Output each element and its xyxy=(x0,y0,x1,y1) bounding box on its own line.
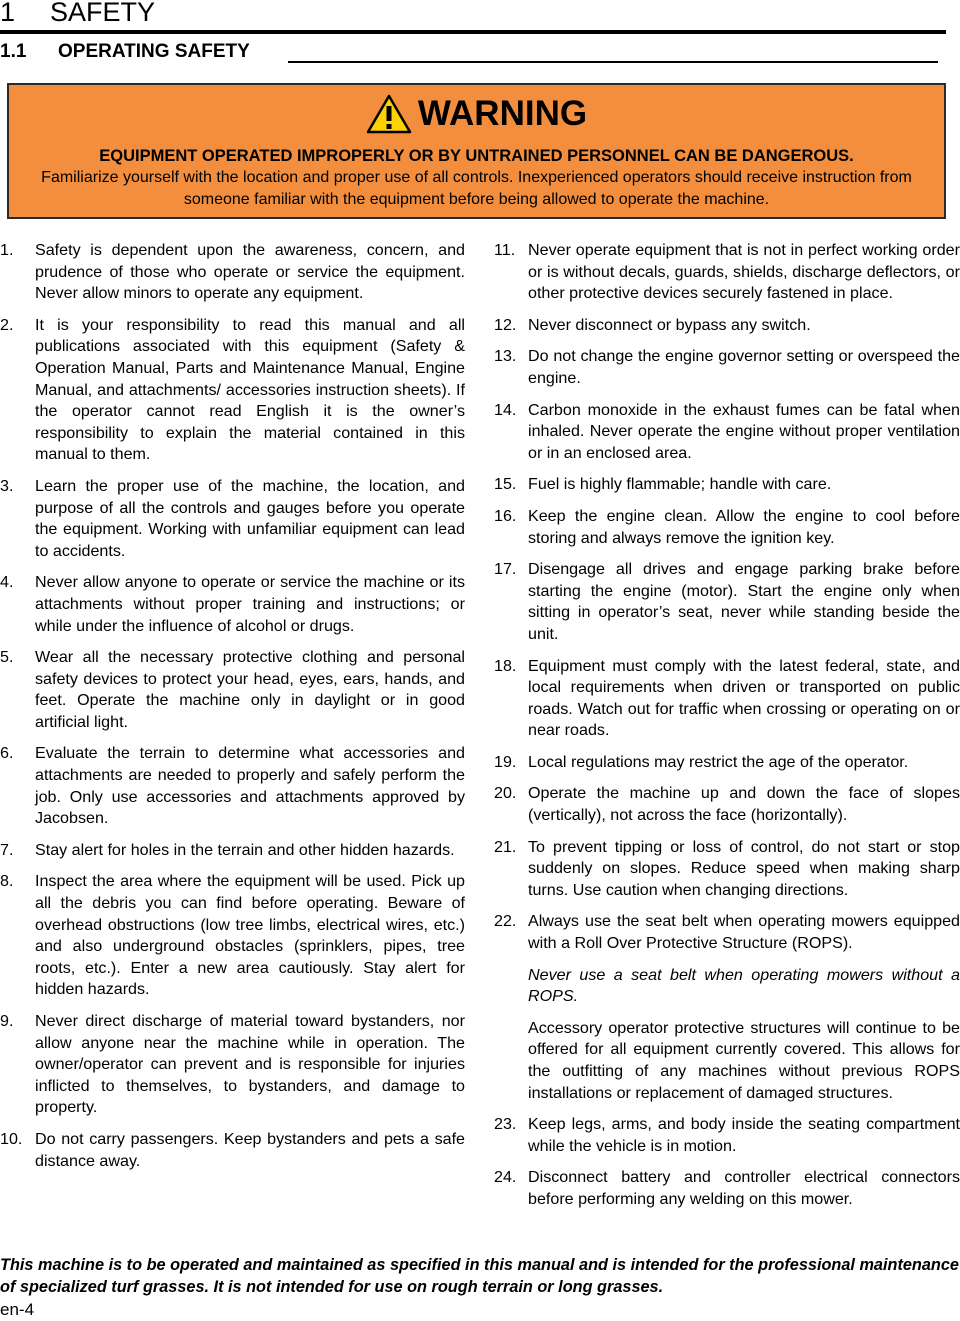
item-text: Never direct discharge of material toward bystanders, nor allow anyone near the machine while in operation. The owner/operator can prevent and is responsible for injuries inflicted to themselves, to bystanders, and damage to property. xyxy=(35,1012,465,1117)
list-item xyxy=(494,506,960,549)
item-number: 21. xyxy=(494,837,517,856)
warning-text: Familiarize yourself with the location and proper use of all controls. Inexperienced operators should receive instruction from someone familiar with the equipment before being allowed to operate the machine. xyxy=(41,169,912,208)
item-number: 3. xyxy=(0,476,14,495)
item-text: Disengage all drives and engage parking brake before starting the engine (motor). Start the engine only when sitting in operator’s seat, never while standing beside the unit. xyxy=(528,560,960,643)
item-number: 8. xyxy=(0,872,14,891)
right-column xyxy=(494,240,960,1221)
item-number: 2. xyxy=(0,315,14,334)
item-number: 6. xyxy=(0,744,14,763)
item-text: Fuel is highly flammable; handle with care. xyxy=(528,475,832,494)
footer-note: This machine is to be operated and maintained as specified in this manual and is intended for the professional maintenance of specialized turf grasses. It is not intended for use on rough terrain or long grasses. xyxy=(0,1256,959,1296)
section-heading xyxy=(0,0,155,28)
list-item xyxy=(494,1167,960,1210)
item-text: To prevent tipping or loss of control, do not start or stop suddenly on slopes. Reduce speed when making sharp turns. Use caution when changing directions. xyxy=(528,837,960,899)
list-item xyxy=(494,315,960,337)
warning-title: WARNING xyxy=(417,94,588,133)
warning-box xyxy=(7,83,946,219)
item-number: 9. xyxy=(0,1012,14,1030)
list-item xyxy=(0,743,465,829)
list-item xyxy=(494,1114,960,1157)
list-item xyxy=(0,871,465,1001)
item-number: 18. xyxy=(494,656,517,675)
subsection-heading xyxy=(0,40,250,64)
list-item xyxy=(494,656,960,742)
item-text: Never disconnect or bypass any switch. xyxy=(528,315,811,334)
item-number: 24. xyxy=(494,1168,517,1187)
item-number: 11. xyxy=(494,241,516,259)
item-number: 14. xyxy=(494,400,517,419)
item-number: 1. xyxy=(0,241,14,259)
item-text: Inspect the area where the equipment will be used. Pick up all the debris you can find before operating. Beware of overhead obstructions (low tree limbs, electrical wires, etc.) and also underground obstacles (sprinklers, pipes, tree roots, etc.). Enter a new area cautiously. Stay alert for hidden hazards. xyxy=(35,872,465,999)
list-item xyxy=(0,1129,465,1172)
item-number: 4. xyxy=(0,573,14,592)
list-item xyxy=(494,474,960,496)
section-title: SAFETY xyxy=(50,0,156,27)
list-item xyxy=(494,837,960,902)
item-text: Never operate equipment that is not in perfect working order or is without decals, guards, shields, discharge deflectors, or other protective devices securely fastened in place. xyxy=(528,241,960,303)
item-number: 16. xyxy=(494,506,517,525)
heading-rule xyxy=(0,30,946,34)
list-item xyxy=(0,315,465,466)
warning-header xyxy=(9,92,944,136)
item-text: Stay alert for holes in the terrain and other hidden hazards. xyxy=(35,840,455,859)
item-number: 13. xyxy=(494,347,517,366)
rops-italic-note: Never use a seat belt when operating mowers without a ROPS. xyxy=(528,965,960,1006)
item-text: Keep legs, arms, and body inside the seating compartment while the vehicle is in motion. xyxy=(528,1115,960,1155)
item-number: 19. xyxy=(494,752,517,771)
list-item xyxy=(494,240,960,305)
list-item xyxy=(494,783,960,826)
item-number: 5. xyxy=(0,648,14,667)
item-number: 7. xyxy=(0,840,14,859)
item-number: 17. xyxy=(494,560,517,579)
item-text: Always use the seat belt when operating mowers equipped with a Roll Over Protective Structure (ROPS). xyxy=(528,912,960,953)
list-item xyxy=(494,400,960,465)
item-number: 10. xyxy=(0,1129,23,1148)
item-text: Carbon monoxide in the exhaust fumes can be fatal when inhaled. Never operate the engine without proper ventilation or in an enclosed area. xyxy=(528,400,960,462)
item-text: Safety is dependent upon the awareness, concern, and prudence of those who operate or service the equipment. Never allow minors to operate any equipment. xyxy=(35,241,465,303)
item-text: Wear all the necessary protective clothing and personal safety devices to protect your head, eyes, ears, hands, and feet. Operate the machine only in daylight or in good artificial light. xyxy=(35,648,465,731)
item-text: Do not change the engine governor setting or overspeed the engine. xyxy=(528,347,960,387)
list-item xyxy=(494,752,960,774)
list-item xyxy=(0,647,465,733)
section-number: 1 xyxy=(0,0,16,27)
list-item xyxy=(0,1011,465,1119)
item-text: Disconnect battery and controller electrical connectors before performing any welding on this mower. xyxy=(528,1168,960,1208)
list-item xyxy=(0,840,465,862)
item-number: 12. xyxy=(494,315,517,334)
list-item xyxy=(0,240,465,305)
subsection-number: 1.1 xyxy=(0,41,27,62)
subheading-rule xyxy=(288,61,938,63)
page-number: en-4 xyxy=(0,1300,35,1319)
item-text: Keep the engine clean. Allow the engine to cool before storing and always remove the ignition key. xyxy=(528,506,960,547)
list-item xyxy=(494,346,960,389)
warning-triangle-icon xyxy=(366,94,412,134)
item-text: Learn the proper use of the machine, the location, and purpose of all the controls and gauges before you operate the equipment. Working with unfamiliar equipment can lead to accidents. xyxy=(35,476,465,560)
item-text: Never allow anyone to operate or service the machine or its attachments without proper training and instructions; or while under the influence of alcohol or drugs. xyxy=(35,573,465,635)
item-text: It is your responsibility to read this manual and all publications associated with this equipment (Safety & Operation Manual, Parts and Maintenance Manual, Engine Manual, and attachments/ accessories instruction sheets). If the operator cannot read English it is the owner’s responsibility to explain the material contained in this manual to them. xyxy=(35,315,465,464)
rops-note: Accessory operator protective structures will continue to be offered for all equipment currently covered. This allows for the outfitting of any machines without previous ROPS installations or replacement of damaged structures. xyxy=(528,1018,960,1102)
item-number: 20. xyxy=(494,784,517,803)
left-column xyxy=(0,240,465,1182)
item-text: Evaluate the terrain to determine what accessories and attachments are needed to properly and safely perform the job. Only use accessories and attachments approved by Jacobsen. xyxy=(35,744,465,828)
item-number: 23. xyxy=(494,1115,517,1134)
list-item xyxy=(0,476,465,562)
subsection-title: OPERATING SAFETY xyxy=(58,41,250,62)
item-number: 15. xyxy=(494,475,517,494)
warning-headline: EQUIPMENT OPERATED IMPROPERLY OR BY UNTRAINED PERSONNEL CAN BE DANGEROUS. xyxy=(99,147,854,165)
item-text: Operate the machine up and down the face of slopes (vertically), not across the face (horizontally). xyxy=(528,784,960,825)
list-item xyxy=(0,572,465,637)
item-text: Do not carry passengers. Keep bystanders and pets a safe distance away. xyxy=(35,1129,465,1170)
item-text: Equipment must comply with the latest federal, state, and local requirements when driven or transported on public roads. Watch out for traffic when crossing or operating on or near roads. xyxy=(528,656,960,740)
list-item xyxy=(494,559,960,645)
list-item xyxy=(494,911,960,954)
item-text: Local regulations may restrict the age of the operator. xyxy=(528,752,909,771)
item-number: 22. xyxy=(494,912,517,931)
